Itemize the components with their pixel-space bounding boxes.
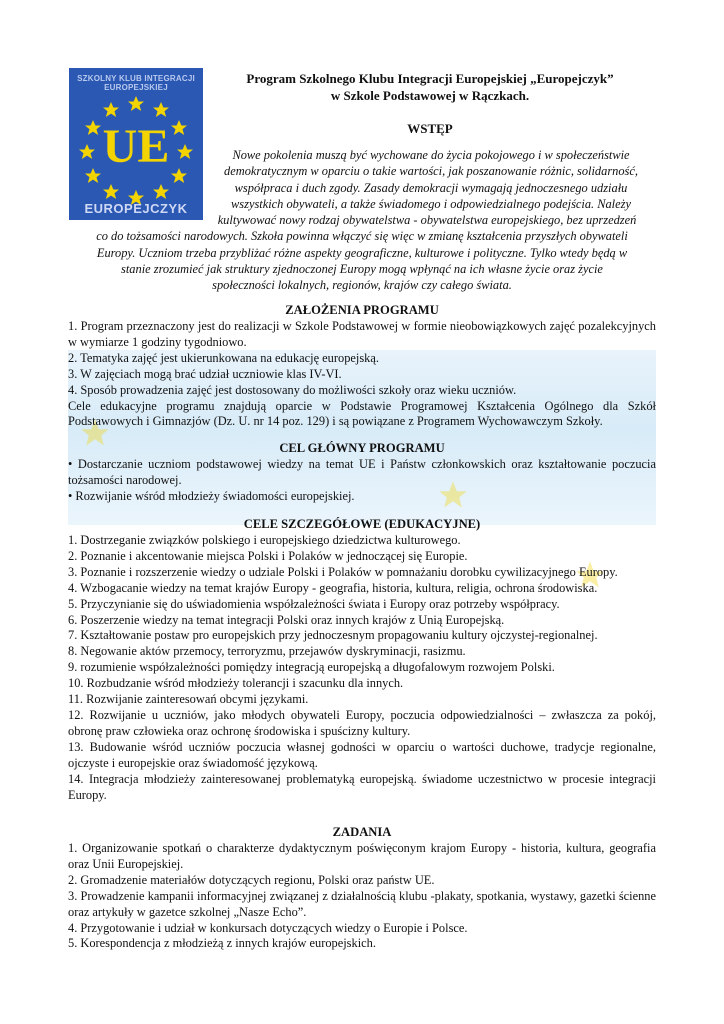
page-title [210, 70, 650, 104]
list-item: 13. Budowanie wśród uczniów poczucia własnej godności w oparciu o wartości duchowe, tradycje regionalne, ojczyste i europejskie oraz świadomość językową. [68, 739, 656, 770]
logo-ue-text: UE [102, 120, 170, 173]
intro-line: społeczności lokalnych, regionów, krajów czy całego świata. [212, 278, 512, 293]
list-item: 12. Rozwijanie u uczniów, jako młodych obywateli Europy, poczucia odpowiedzialności – zwłaszcza za pokój, obronę praw człowieka oraz ochronę środowiska i spuścizny kultury. [68, 707, 656, 738]
intro-line: współpraca i duch zgody. Zasady demokracji wymagają jednoczesnego udziału [234, 180, 628, 195]
list-item: 1. Program przeznaczony jest do realizacji w Szkole Podstawowej w formie nieobowiązkowych zajęć pozalekcyjnych w wymiarze 1 godziny tygodniowo. [68, 319, 656, 349]
list-item: • Rozwijanie wśród młodzieży świadomości europejskiej. [68, 488, 355, 503]
intro-line: demokratycznym w oparciu o takie wartości, jak poszanowanie różnic, solidarność, [224, 164, 638, 179]
intro-line: wszystkich obywateli, a także świadomego i odpowiedzialnego podejścia. Należy [231, 196, 631, 211]
list-item: 6. Poszerzenie wiedzy na temat integracji Polski oraz innych krajów z Unią Europejską. [68, 612, 505, 627]
section-heading: CELE SZCZEGÓŁOWE (EDUKACYJNE) [243, 517, 481, 531]
list-item: Cele edukacyjne programu znajdują oparcie w Podstawie Programowej Kształcenia Ogólnego dla Szkół Podstawowych i Gimnazjów (Dz. U. nr 14 poz. 129) i są powiązane z Programem Wychowawczym Szkoły. [68, 398, 656, 429]
intro-paragraph [68, 147, 656, 294]
list-item: 3. W zajęciach mogą brać udział uczniowie klas IV-VI. [68, 366, 342, 381]
intro-heading: WSTĘP [407, 121, 453, 136]
intro-line: Nowe pokolenia muszą być wychowane do życia pokojowego i w społeczeństwie [232, 148, 630, 162]
list-item: 7. Kształtowanie postaw pro europejskich przy jednoczesnym propagowaniu kultury ojczystej-regionalnej. [68, 628, 598, 643]
section-heading: ZADANIA [332, 825, 392, 839]
list-item: 14. Integracja młodzieży zainteresowanej problematyką europejską. świadome uczestnictwo w procesie integracji Europy. [68, 771, 656, 802]
list-item: 4. Wzbogacanie wiedzy na temat krajów Europy - geografia, historia, kultura, religia, ochrona środowiska. [68, 580, 598, 595]
list-item: • Dostarczanie uczniom podstawowej wiedzy na temat UE i Państw członkowskich oraz kształtowanie poczucia tożsamości narodowej. [68, 457, 656, 487]
list-item: 9. rozumienie współzależności pomiędzy integracją europejską a długofalowym rozwojem Polski. [68, 660, 555, 675]
list-item: 8. Negowanie aktów przemocy, terroryzmu, przejawów dyskryminacji, rasizmu. [68, 644, 466, 659]
list-item: 2. Gromadzenie materiałów dotyczących regionu, Polski oraz państw UE. [68, 872, 435, 887]
section-zalozenia [68, 302, 656, 430]
intro-line: stanie zrozumieć jak struktury zjednoczonej Europy mogą wpłynąć na ich własne życie oraz życie [121, 262, 603, 277]
section-cele-szczegolowe [68, 516, 656, 803]
list-item: 2. Tematyka zajęć jest ukierunkowana na edukację europejską. [68, 350, 379, 365]
list-item: 10. Rozbudzanie wśród młodzieży tolerancji i szacunku dla innych. [68, 676, 404, 691]
list-item: 5. Korespondencja z młodzieżą z innych krajów europejskich. [68, 936, 376, 951]
list-item: 11. Rozwijanie zainteresowań obcymi językami. [68, 692, 309, 707]
section-heading: CEL GŁÓWNY PROGRAMU [279, 441, 445, 455]
list-item: 5. Przyczynianie się do uświadomienia współzależności świata i Europy oraz potrzeby współpracy. [68, 596, 560, 611]
section-zadania [68, 824, 656, 952]
intro-line: kultywować nowy rodzaj obywatelstwa - obywatelstwa europejskiego, bez uprzedzeń [217, 213, 637, 228]
list-item: 1. Dostrzeganie związków polskiego i europejskiego dziedzictwa kulturowego. [68, 533, 461, 547]
list-item: 2. Poznanie i akcentowanie miejsca Polski i Polaków w jednoczącej się Europie. [68, 548, 468, 563]
logo-europejczyk-text: EUROPEJCZYK [84, 201, 188, 216]
intro-line: co do tożsamości narodowych. Szkoła powinna włączyć się więc w zmianę kształcenia przyszłych obywateli [96, 229, 628, 244]
section-heading: ZAŁOŻENIA PROGRAMU [285, 303, 439, 317]
title-line-2: w Szkole Podstawowej w Rączkach. [330, 88, 530, 103]
list-item: 1. Organizowanie spotkań o charakterze dydaktycznym poświęconym krajom Europy - historia, kultura, geografia oraz Unii Europejskiej. [68, 841, 656, 871]
section-cel-glowny [68, 440, 656, 505]
list-item: 3. Prowadzenie kampanii informacyjnej związanej z działalnością klubu -plakaty, spotkania, wystawy, gazetki ścienne oraz artykuły w gazetce szkolnej „Nasze Echo”. [68, 888, 656, 919]
list-item: 4. Sposób prowadzenia zajęć jest dostosowany do możliwości szkoły oraz wieku uczniów. [68, 382, 517, 397]
list-item: 3. Poznanie i rozszerzenie wiedzy o udziale Polski i Polaków w pomnażaniu dorobku cywilizacyjnego Europy. [68, 564, 618, 579]
title-line-1: Program Szkolnego Klubu Integracji Europejskiej „Europejczyk” [246, 71, 614, 86]
intro-line: Europy. Uczniom trzeba przybliżać różne aspekty geograficzne, kulturowe i polityczne. Tylko wtedy będą w [96, 245, 628, 260]
logo-club-text: SZKOLNY KLUB INTEGRACJI EUROPEJSKIEJ [77, 74, 195, 92]
list-item: 4. Przygotowanie i udział w konkursach dotyczących wiedzy o Europie i Polsce. [68, 920, 468, 935]
